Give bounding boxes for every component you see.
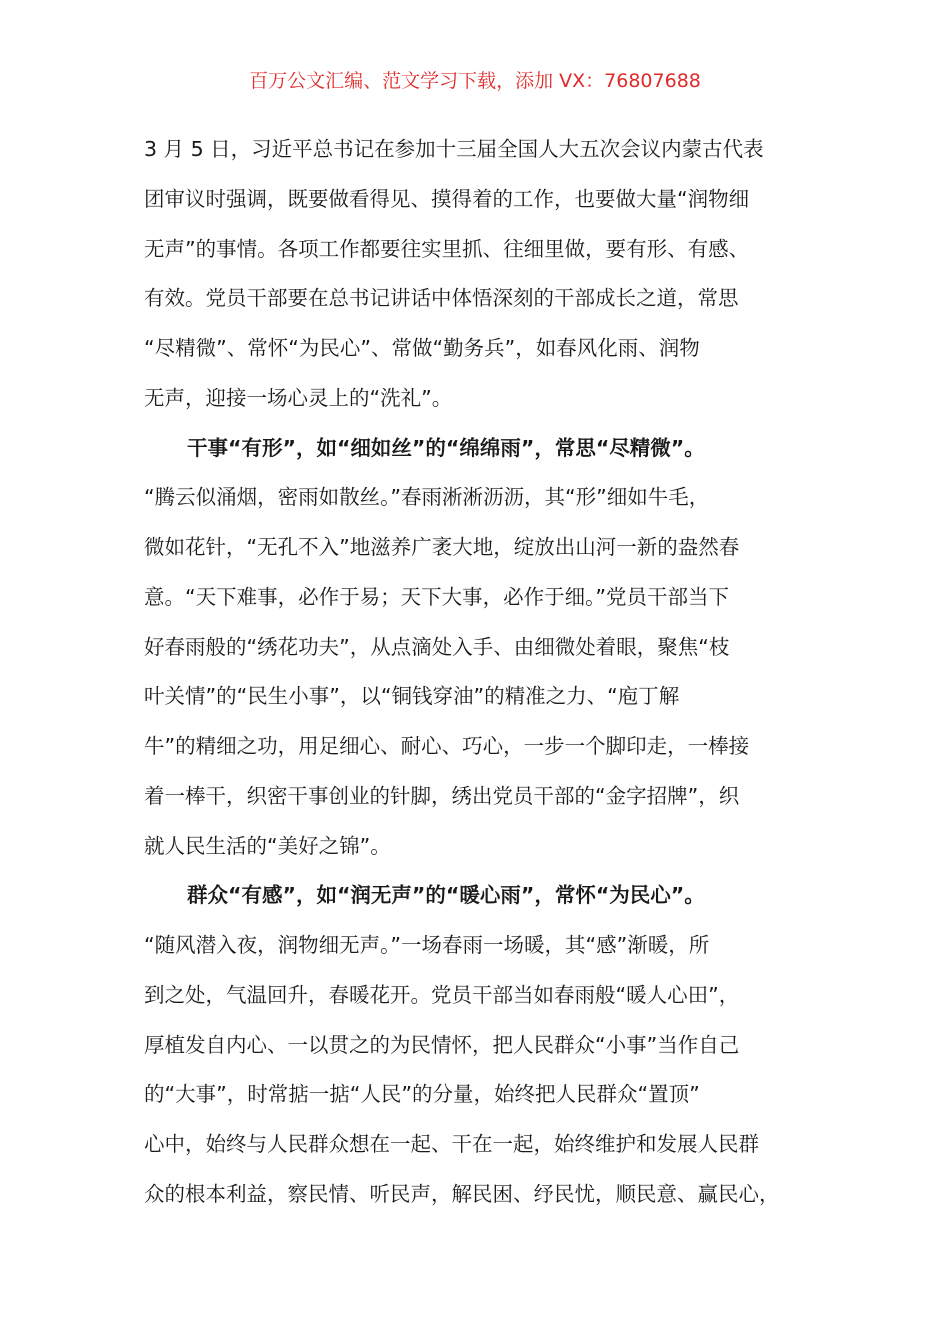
section-heading: 干事“有形”，如“细如丝”的“绵绵雨”，常思“尽精微”。 [187, 435, 705, 460]
text-line: 好春雨般的“绣花功夫”，从点滴处入手、由细微处着眼，聚焦“枝 [144, 634, 730, 659]
text-line: “随风潜入夜，润物细无声。”一场春雨一场暖，其“感”渐暖，所 [144, 933, 710, 957]
text-line: 心中，始终与人民群众想在一起、干在一起，始终维护和发展人民群 [144, 1132, 759, 1156]
text-line: “腾云似涌烟，密雨如散丝。”春雨淅淅沥沥，其“形”细如牛毛， [144, 485, 710, 510]
text-line: 意。“天下难事，必作于易；天下大事，必作于细。”党员干部当下 [144, 584, 729, 609]
document-body [144, 125, 824, 1220]
text-line: 微如花针，“无孔不入”地滋养广袤大地，绽放出山河一新的盎然春 [144, 535, 740, 559]
text-line: 牛”的精细之功，用足细心、耐心、巧心，一步一个脚印走，一棒接 [144, 734, 750, 758]
text-line: 的“大事”，时常掂一掂“人民”的分量，始终把人民群众“置顶” [144, 1082, 700, 1107]
watermark-header: 百万公文汇编、范文学习下载，添加 VX：76807688 [249, 70, 701, 92]
text-line: “尽精微”、常怀“为民心”、常做“勤务兵”，如春风化雨、润物 [144, 336, 700, 360]
text-line: 厚植发自内心、一以贯之的为民情怀，把人民群众“小事”当作自己 [144, 1032, 740, 1057]
text-line: 就人民生活的“美好之锦”。 [144, 833, 391, 858]
text-line: 3 月 5 日，习近平总书记在参加十三届全国人大五次会议内蒙古代表 [144, 137, 764, 161]
text-line: 众的根本利益，察民情、听民声，解民困、纾民忧，顺民意、赢民心， [144, 1181, 780, 1206]
text-line: 到之处，气温回升，春暖花开。党员干部当如春雨般“暖人心田”， [144, 982, 740, 1007]
text-line: 有效。党员干部要在总书记讲话中体悟深刻的干部成长之道，常思 [144, 286, 739, 311]
text-line: 无声，迎接一场心灵上的“洗礼”。 [144, 385, 453, 410]
text-line: 团审议时强调，既要做看得见、摸得着的工作，也要做大量“润物细 [144, 186, 750, 211]
section-heading: 群众“有感”，如“润无声”的“暖心雨”，常怀“为民心”。 [187, 883, 705, 908]
text-line: 着一棒干，织密干事创业的针脚，绣出党员干部的“金字招牌”，织 [144, 783, 740, 808]
text-line: 无声”的事情。各项工作都要往实里抓、往细里做，要有形、有感、 [144, 236, 750, 261]
text-line: 叶关情”的“民生小事”，以“铜钱穿油”的精准之力、“庖丁解 [144, 684, 680, 709]
